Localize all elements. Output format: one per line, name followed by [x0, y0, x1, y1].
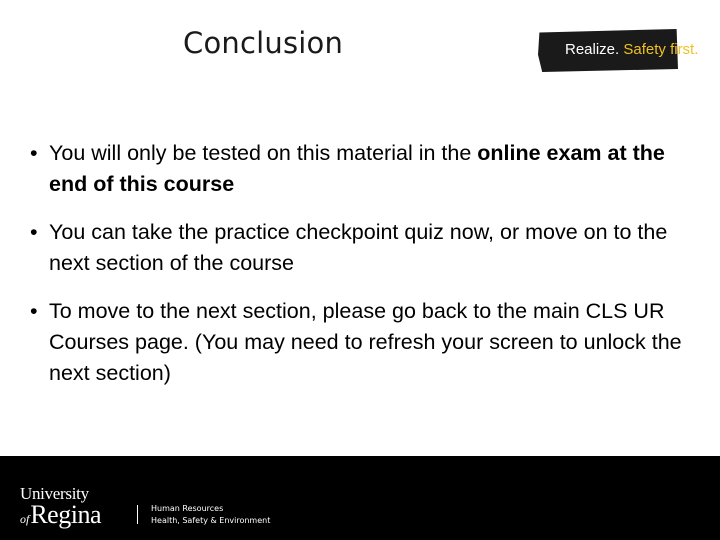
bullet-item-checkpoint-quiz	[30, 217, 690, 279]
logo-of: of	[20, 512, 30, 526]
bullet-item-online-exam	[30, 138, 690, 200]
bullet-text: To move to the next section, please go back to the main CLS UR Courses page. (You may need to refresh your screen to unlock the next section)	[49, 299, 682, 385]
university-logo	[20, 485, 101, 528]
department-line1: Human Resources	[151, 504, 224, 513]
slide-title: Conclusion	[183, 26, 344, 60]
bullet-text-emphasis: online exam at the end of this course	[49, 141, 665, 196]
department-label	[151, 503, 270, 527]
logo-regina: Regina	[30, 500, 101, 529]
bullet-marker: •	[30, 299, 38, 323]
bullet-text: You can take the practice checkpoint quiz now, or move on to the next section of the course	[49, 220, 668, 275]
bullet-text: You will only be tested on this material in the	[49, 141, 478, 165]
bullet-item-next-section	[30, 296, 690, 389]
bullet-marker: •	[30, 220, 38, 244]
department-line2: Health, Safety & Environment	[151, 516, 271, 525]
footer-divider	[137, 505, 138, 524]
bullet-list	[30, 138, 690, 406]
logo-university: University	[20, 484, 89, 503]
tagline-part2: Safety first.	[623, 41, 699, 58]
tagline-part1: Realize.	[565, 41, 620, 58]
tagline-text	[565, 41, 698, 58]
logo-regina-row	[20, 502, 101, 528]
bullet-marker: •	[30, 141, 38, 165]
footer-bar	[0, 456, 720, 540]
